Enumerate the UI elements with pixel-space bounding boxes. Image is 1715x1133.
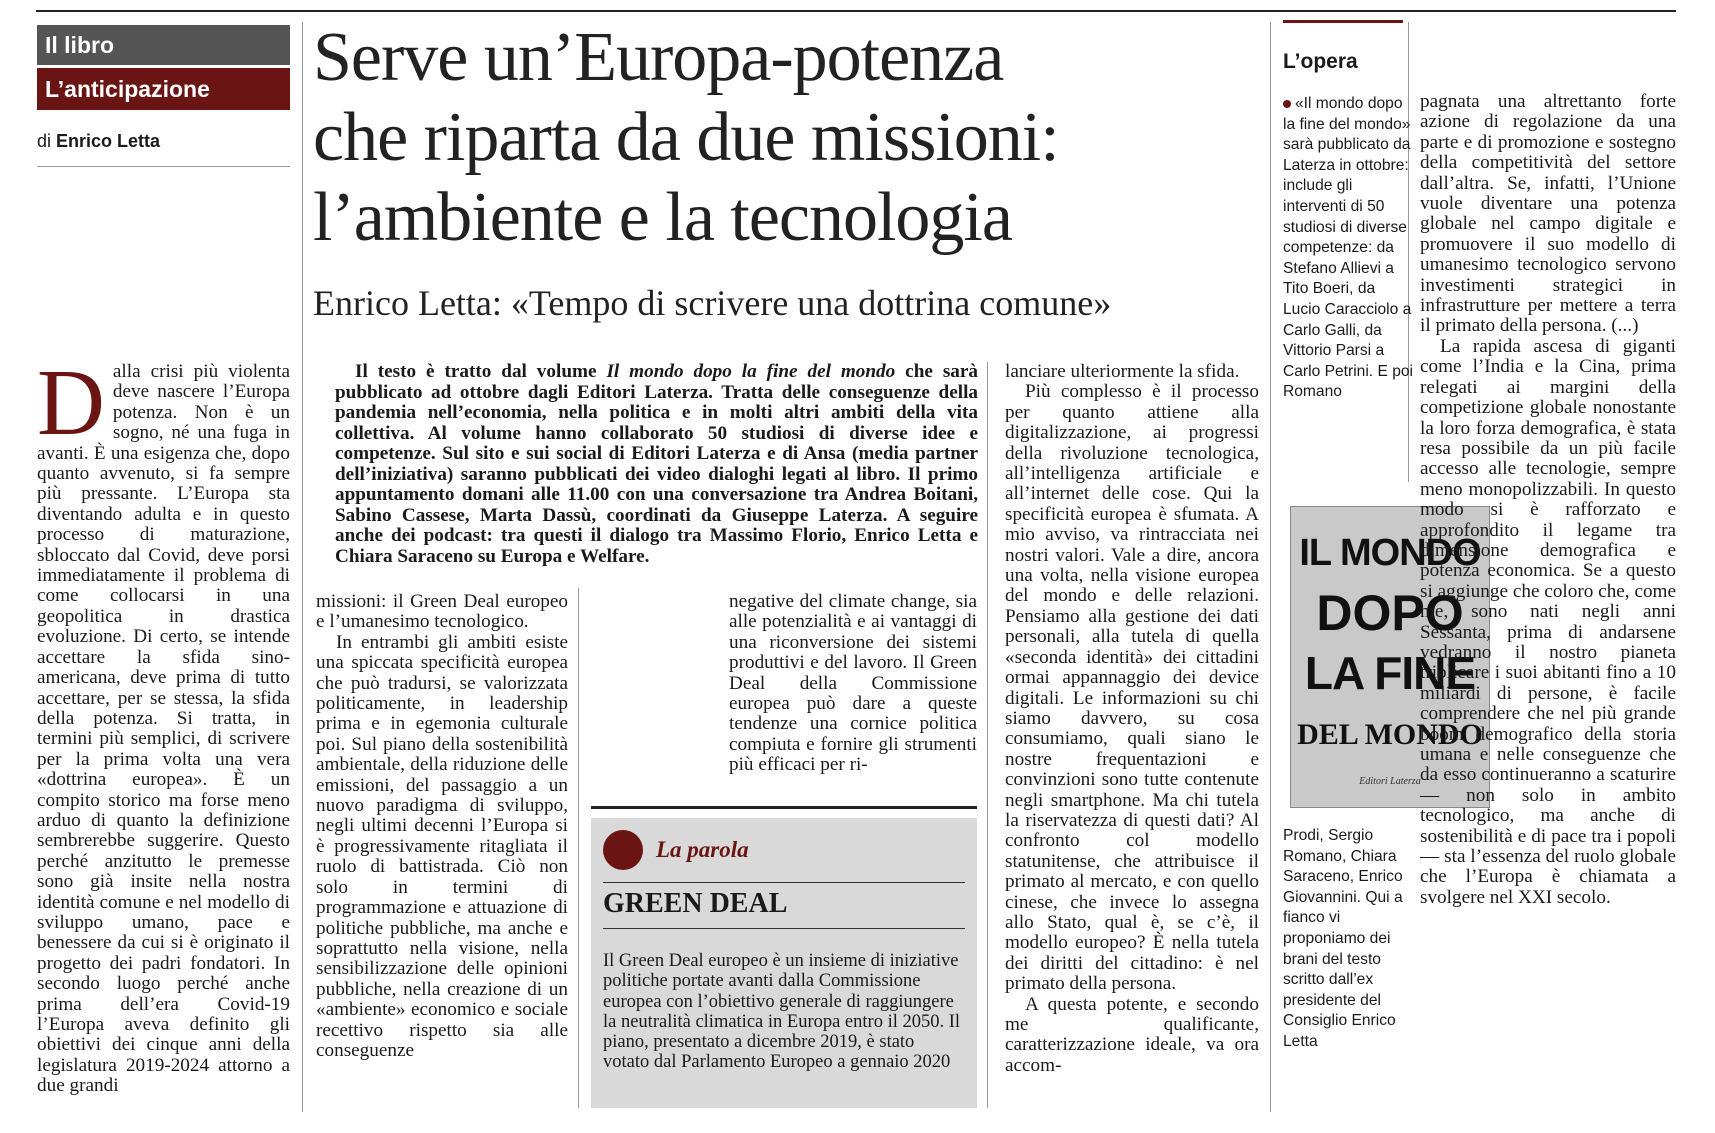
opera-text-continued: Prodi, Sergio Romano, Chiara Saraceno, Enrico Giovannini. Qui a fianco vi proponiamo dei brani del testo scritto dall’ex presidente del Consiglio Enrico Letta — [1283, 827, 1403, 1050]
column-2-paragraph: missioni: il Green Deal europeo e l’umanesimo tecnologico. — [316, 591, 568, 633]
section-subtag: L’anticipazione — [37, 68, 290, 110]
headline-line-2: che riparta da due missioni: — [313, 99, 1059, 176]
cover-publisher: Editori Laterza — [1359, 776, 1421, 787]
column-2-paragraph: In entrambi gli ambiti esiste una spiccata specificità europea che può tradursi, se valorizzata politicamente, in leadership prima e in egemonia culturale poi. Sul piano della sostenibilità ambientale, della riduzione delle emissioni, del passaggio a un nuovo paradigma di sviluppo, negli ultimi decenni l’Europa si è progressivamente ritagliata il ruolo di battistrada. Ciò non solo in termini di programmazione e attuazione di politiche pubbliche, ma anche e soprattutto nella visione, nella sensibilizzazione delle opinioni pubbliche, nella creazione di un «ambiente» economico e sociale recettivo rispetto sia alle conseguenze — [316, 631, 568, 1061]
parola-rule — [603, 882, 965, 883]
byline-author: Enrico Letta — [56, 131, 161, 151]
column-4-paragraph: lanciare ulteriormente la sfida. — [1005, 361, 1240, 382]
parola-title: GREEN DEAL — [603, 888, 788, 919]
column-divider — [302, 22, 303, 1112]
intro-text — [335, 362, 978, 567]
column-4-paragraph: Più complesso è il processo per quanto attiene alla digitalizzazione, ai progressi della rivoluzione tecnologica, all’intelligenza artificiale e all’internet delle cose. Qui la specificità europea è sfumata. A mio avviso, va rintracciata nei nostri valori. Vale a dire, ancora una volta, nella visione europea del mondo e delle relazioni. Pensiamo alla gestione dei dati personali, alla tutela di quella «seconda identità» dei cittadini ormai appannaggio dei device digitali. Le informazioni su chi siamo davvero, su cosa consumiamo, quali siano le nostre frequentazioni e convinzioni sono tutte contenute negli smartphone. Ma chi tutela la riservatezza di questi dati? Al confronto col modello statunitense, che attribuisce il primato al mercato, e con quello cinese, che invece lo assegna allo Stato, qual è, se c’è, il modello europeo? È nella tutela dei diritti del cittadino: è nel primato della persona. — [1005, 381, 1259, 995]
article-column-3 — [729, 592, 977, 776]
section-tag: Il libro — [37, 25, 290, 65]
column-4-paragraph: A questa potente, e secondo me qualificante, caratterizzazione ideale, va ora accom- — [1005, 993, 1259, 1076]
cover-line: IL MONDO — [1299, 532, 1481, 574]
opera-text — [1283, 94, 1415, 403]
cover-line: DOPO — [1316, 585, 1464, 641]
byline — [37, 131, 160, 152]
headline-line-1: Serve un’Europa-potenza — [313, 19, 1004, 96]
opera-label: L’opera — [1283, 50, 1358, 73]
intro-lead: Il testo è tratto dal volume — [355, 361, 607, 382]
opera-text-part-1: «Il mondo dopo la fine del mondo» sarà pubblicato da Laterza in ottobre: include gli interventi di 50 studiosi di diverse competenze: da Stefano Allievi a Tito Boeri, da Lucio Caracciolo a Carlo Galli, da Vittorio Parsi a Carlo Petrini. E poi Romano — [1283, 95, 1414, 401]
column-divider — [1270, 22, 1271, 1112]
column-3-paragraph: negative del climate change, sia alle potenzialità e ai vantaggi di una riconversione dei sistemi produttivi e del lavoro. Il Green Deal della Commissione europea può dare a queste tendenze una cornice politica compiuta e fornire gli strumenti più efficaci per ri- — [729, 591, 977, 776]
cover-line: DEL MONDO — [1297, 718, 1483, 751]
subtitle: Enrico Letta: «Tempo di scrivere una dottrina comune» — [313, 283, 1112, 323]
parola-text: Il Green Deal europeo è un insieme di iniziative politiche portate avanti dalla Commissione europea con l’obiettivo generale di raggiungere la neutralità climatica in Europa entro il 2050. Il piano, presentato a dicembre 2019, è stato votato dal Parlamento Europeo a gennaio 2020 — [603, 951, 961, 1073]
parola-label: La parola — [656, 837, 749, 862]
column-divider — [987, 362, 988, 1108]
column-1-text: alla crisi più violenta deve nascere l’Europa potenza. Non è un sogno, né una fuga in avanti. È una esigenza che, dopo quanto avvenuto, si fa sempre più pressante. L’Europa sta diventando adulta e in questo processo di maturazione, sbloccato dal Covid, deve porsi immediatamente il problema di come collocarsi in una geopolitica in drastica evoluzione. Di certo, se intende accettare la sfida sino-americana, deve prima di tutto accettare, per se stessa, la sfida della potenza. Si tratta, in termini più semplici, di scrivere per la prima volta una vera «dottrina europea». È un compito storico ma forse meno arduo di quanto la definizione sembrerebbe suggerire. Questo perché anzitutto le premesse sono già insite nella nostra identità comune e nel modello di sviluppo umano, pace e benessere da cui si è originato il progetto dei padri fondatori. In secondo luogo perché anche prima dell’era Covid-19 l’Europa aveva definito gli obiettivi dei cinque anni della legislatura 2019-2024 attorno a due grandi — [37, 361, 290, 1097]
column-divider — [578, 588, 579, 1108]
intro-book-title: Il mondo dopo la fine del mondo — [606, 361, 896, 382]
column-5-paragraph: La rapida ascesa di giganti come l’India e la Cina, prima relegati ai margini della competizione globale nonostante la loro forza demografica, è stata resa possibile da un più facile accesso alle tecnologie, sempre meno monopolizzabili. In questo modo si è rafforzato e approfondito il legame tra dimensione demografica e potenza economica. Se a questo si aggiunge che coloro che, come me, sono nati negli anni Sessanta, prima di andarsene vedranno il nostro pianeta triplicare i suoi abitanti fino a 10 miliardi di persone, è facile comprendere che nel più grande boom demografico della storia umana e nelle conseguenze che da esso continueranno a scaturire — non solo in ambito tecnologico, ma anche di sostenibilità e di pace tra i popoli — sta l’essenza del ruolo globale che l’Europa è chiamata a svolgere nel XXI secolo. — [1420, 335, 1676, 908]
cover-line: LA FINE — [1304, 647, 1476, 699]
headline-line-3: l’ambiente e la tecnologia — [313, 179, 1012, 256]
article-column-2 — [316, 592, 568, 1061]
article-column-5 — [1420, 92, 1676, 908]
byline-prefix: di — [37, 131, 52, 151]
parola-top-rule — [591, 806, 977, 809]
column-5-paragraph: pagnata una altrettanto forte azione di regolazione da una parte e di promozione e sostegno della competitività del settore dall’altra. Se, infatti, l’Unione vuole diventare una potenza globale nel campo digitale e promuovere il suo modello di umanesimo tecnologico servono investimenti strategici in infrastrutture per mettere a terra il primato della persona. (...) — [1420, 91, 1676, 337]
byline-rule — [37, 166, 290, 167]
top-rule — [36, 10, 1676, 12]
opera-top-rule — [1283, 20, 1403, 23]
parola-dot-icon — [603, 830, 643, 870]
intro-box — [335, 362, 978, 567]
dropcap: D — [37, 351, 105, 455]
article-column-4 — [1005, 362, 1259, 1076]
article-column-1 — [37, 351, 290, 1097]
headline — [313, 18, 1313, 258]
intro-rest: che sarà pubblicato ad ottobre dagli Editori Laterza. Tratta delle conseguenze della pandemia nell’economia, nella politica e in molti altri ambiti della vita collettiva. Al volume hanno collaborato 50 studiosi di diverse idee e competenze. Sul sito e sui social di Editori Laterza e di Ansa (media partner dell’iniziativa) saranno pubblicati dei video dialoghi legati al libro. Il primo appuntamento domani alle 11.00 con una conversazione tra Andrea Boitani, Sabino Cassese, Marta Dassù, coordinati da Giuseppe Laterza. A seguire anche dei podcast: tra questi il dialogo tra Massimo Florio, Enrico Letta e Chiara Saraceno su Europa e Welfare. — [335, 361, 978, 567]
bullet-icon — [1283, 100, 1291, 108]
parola-rule — [603, 928, 965, 929]
